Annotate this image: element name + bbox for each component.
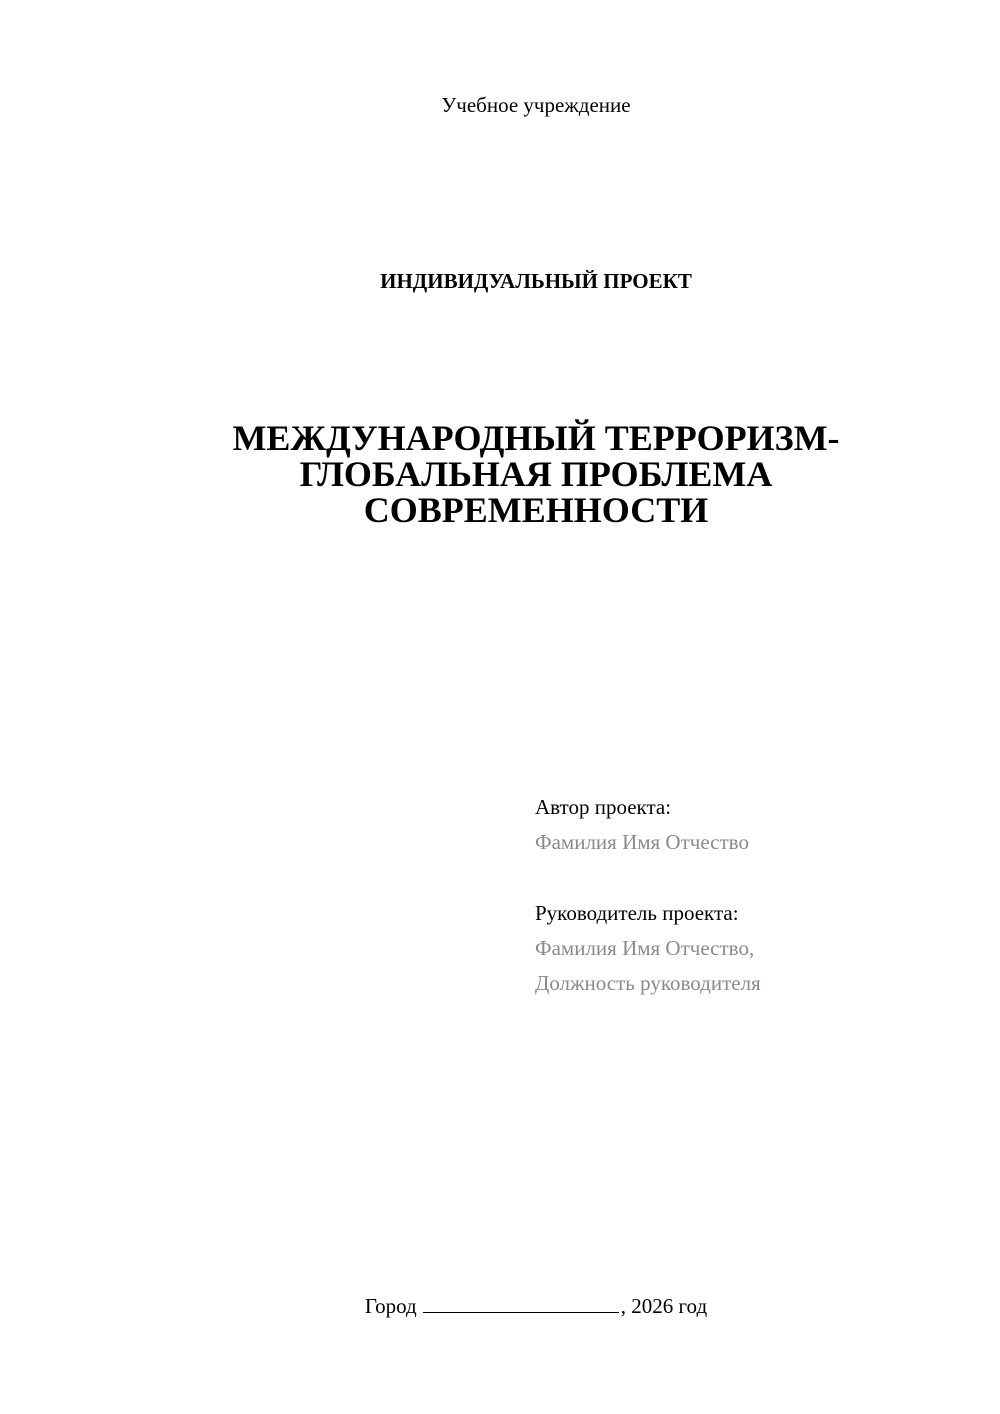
city-blank-line <box>423 1290 619 1313</box>
project-title-line-3: СОВРЕМЕННОСТИ <box>363 490 709 530</box>
project-title-line-2: ГЛОБАЛЬНАЯ ПРОБЛЕМА <box>299 454 773 494</box>
supervisor-label: Руководитель проекта: <box>535 901 739 925</box>
city-year-line <box>0 1290 1000 1320</box>
info-spacer <box>535 860 975 896</box>
project-title <box>0 420 1000 528</box>
institution-name: Учебное учреждение <box>441 93 631 117</box>
project-title-line-1: МЕЖДУНАРОДНЫЙ ТЕРРОРИЗМ- <box>232 418 840 458</box>
supervisor-position: Должность руководителя <box>535 971 761 995</box>
year-text: , 2026 год <box>620 1294 708 1318</box>
document-type: ИНДИВИДУАЛЬНЫЙ ПРОЕКТ <box>380 269 692 293</box>
author-label: Автор проекта: <box>535 795 672 819</box>
supervisor-name: Фамилия Имя Отчество, <box>535 936 755 960</box>
city-label: Город <box>364 1294 417 1318</box>
project-info-block <box>535 790 975 1001</box>
author-name: Фамилия Имя Отчество <box>535 830 749 854</box>
